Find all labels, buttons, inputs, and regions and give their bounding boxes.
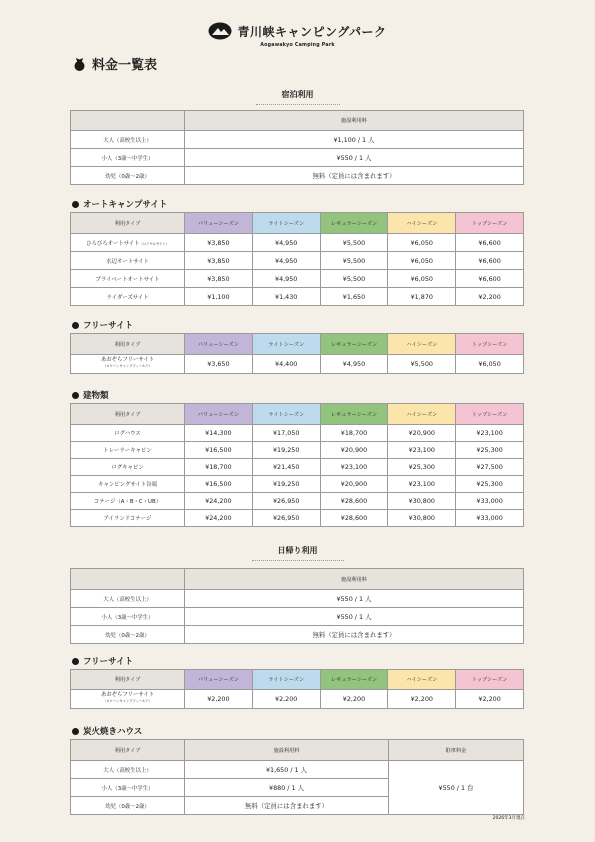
page-title-text: 料金一覧表 (92, 58, 158, 73)
building-name: ログハウス (71, 425, 185, 442)
logo-icon (208, 22, 232, 40)
stay-title: 宿泊利用 (0, 89, 595, 105)
row-value: ¥550 / 1 人 (185, 608, 524, 626)
season-header: ライトシーズン (252, 404, 320, 425)
site-name: あおぞらフリーサイト （ロケハンキャンプフィールド） (71, 355, 185, 374)
season-header: バリューシーズン (185, 404, 253, 425)
price-cell: ¥3,650 (185, 355, 253, 374)
site-name: ひろびろオートサイト（ロイヤルサイト） (71, 234, 185, 252)
park-logo (0, 22, 595, 48)
price-cell: ¥30,800 (388, 510, 456, 527)
price-cell: ¥16,500 (185, 476, 253, 493)
price-cell: ¥5,500 (320, 252, 388, 270)
price-cell: ¥6,600 (456, 252, 524, 270)
price-cell: ¥28,600 (320, 493, 388, 510)
price-cell: ¥19,250 (252, 476, 320, 493)
season-header: レギュラーシーズン (320, 404, 388, 425)
day-free-site-table (70, 669, 524, 709)
price-cell: ¥19,250 (252, 442, 320, 459)
price-cell: ¥3,850 (185, 252, 253, 270)
season-header: レギュラーシーズン (320, 213, 388, 234)
price-cell: ¥33,000 (456, 493, 524, 510)
building-name: アイランドコテージ (71, 510, 185, 527)
row-value: 無料（定員には含まれます） (185, 626, 524, 644)
section-heading: フリーサイト (72, 319, 133, 331)
type-header: 利用タイプ (71, 404, 185, 425)
buildings-table (70, 403, 524, 527)
type-header: 利用タイプ (71, 670, 185, 690)
type-header: 利用タイプ (71, 213, 185, 234)
price-cell: ¥26,950 (252, 493, 320, 510)
price-cell: ¥1,430 (252, 288, 320, 306)
price-cell: ¥1,100 (185, 288, 253, 306)
price-cell: ¥2,200 (185, 690, 253, 709)
season-header: トップシーズン (456, 670, 524, 690)
row-label: 小人（3歳〜中学生） (71, 608, 185, 626)
section-heading: フリーサイト (72, 655, 133, 667)
price-cell: ¥16,500 (185, 442, 253, 459)
bullet-icon (72, 201, 79, 208)
row-label: 小人（3歳〜中学生） (71, 779, 185, 797)
stay-table (70, 110, 524, 185)
season-header: ハイシーズン (388, 404, 456, 425)
price-cell: ¥4,950 (252, 270, 320, 288)
price-cell: ¥23,100 (388, 442, 456, 459)
price-cell: ¥2,200 (388, 690, 456, 709)
row-value: ¥1,100 / 1 人 (185, 131, 524, 149)
price-cell: ¥5,500 (320, 270, 388, 288)
season-header: ハイシーズン (388, 213, 456, 234)
season-header: トップシーズン (456, 404, 524, 425)
table-corner (71, 111, 185, 131)
season-header: トップシーズン (456, 334, 524, 355)
season-header: バリューシーズン (185, 334, 253, 355)
price-cell: ¥33,000 (456, 510, 524, 527)
section-heading: オートキャンプサイト (72, 198, 167, 210)
price-cell: ¥18,700 (320, 425, 388, 442)
row-value: ¥550 / 1 人 (185, 590, 524, 608)
price-cell: ¥23,100 (320, 459, 388, 476)
price-cell: ¥18,700 (185, 459, 253, 476)
auto-camp-table (70, 212, 524, 306)
row-label: 幼児（0歳〜2歳） (71, 797, 185, 815)
season-header: ハイシーズン (388, 670, 456, 690)
bullet-icon (72, 322, 79, 329)
price-cell: ¥5,500 (320, 234, 388, 252)
price-cell: ¥2,200 (456, 690, 524, 709)
price-cell: ¥3,850 (185, 234, 253, 252)
season-header: レギュラーシーズン (320, 670, 388, 690)
site-name: あおぞらフリーサイト （ロケハンキャンプフィールド） (71, 690, 185, 709)
page-title (72, 54, 157, 73)
price-cell: ¥14,300 (185, 425, 253, 442)
fee-header: 施設利用料 (185, 569, 524, 590)
price-cell: ¥28,600 (320, 510, 388, 527)
price-cell: ¥20,900 (388, 425, 456, 442)
day-title: 日帰り利用 (0, 545, 595, 561)
price-cell: ¥6,600 (456, 270, 524, 288)
price-cell: ¥6,050 (388, 270, 456, 288)
bullet-icon (72, 728, 79, 735)
bullet-icon (72, 658, 79, 665)
building-name: トレーラーキャビン (71, 442, 185, 459)
bbq-table (70, 739, 524, 815)
building-name: キャンピングサイト谷端 (71, 476, 185, 493)
row-value: ¥1,650 / 1 人 (185, 761, 389, 779)
price-cell: ¥4,950 (320, 355, 388, 374)
price-cell: ¥26,950 (252, 510, 320, 527)
season-header: トップシーズン (456, 213, 524, 234)
table-corner (71, 569, 185, 590)
season-header: バリューシーズン (185, 213, 253, 234)
parking-header: 駐車料金 (389, 740, 524, 761)
price-cell: ¥4,950 (252, 252, 320, 270)
price-cell: ¥25,300 (456, 476, 524, 493)
row-value: ¥550 / 1 人 (185, 149, 524, 167)
price-cell: ¥25,300 (388, 459, 456, 476)
price-cell: ¥2,200 (252, 690, 320, 709)
parking-value: ¥550 / 1 台 (389, 761, 524, 815)
price-cell: ¥20,900 (320, 442, 388, 459)
price-cell: ¥20,900 (320, 476, 388, 493)
price-cell: ¥21,450 (252, 459, 320, 476)
price-cell: ¥4,950 (252, 234, 320, 252)
free-site-table (70, 333, 524, 374)
season-header: レギュラーシーズン (320, 334, 388, 355)
price-cell: ¥1,870 (388, 288, 456, 306)
building-name: ログキャビン (71, 459, 185, 476)
fee-header: 施設利用料 (185, 111, 524, 131)
day-table (70, 568, 524, 644)
site-name: 水辺オートサイト (71, 252, 185, 270)
price-cell: ¥5,500 (388, 355, 456, 374)
row-label: 幼児（0歳〜2歳） (71, 626, 185, 644)
price-cell: ¥6,050 (456, 355, 524, 374)
logo-subtitle: Aogawakyo Camping Park (260, 43, 335, 48)
type-header: 利用タイプ (71, 740, 185, 761)
price-cell: ¥2,200 (320, 690, 388, 709)
season-header: ライトシーズン (252, 334, 320, 355)
season-header: バリューシーズン (185, 670, 253, 690)
season-header: ライトシーズン (252, 670, 320, 690)
row-label: 大人（高校生以上） (71, 131, 185, 149)
price-cell: ¥27,500 (456, 459, 524, 476)
price-cell: ¥1,650 (320, 288, 388, 306)
section-heading: 炭火焼きハウス (72, 725, 142, 737)
price-cell: ¥24,200 (185, 493, 253, 510)
season-header: ライトシーズン (252, 213, 320, 234)
price-cell: ¥6,600 (456, 234, 524, 252)
row-value: 無料（定員には含まれます） (185, 797, 389, 815)
row-label: 小人（3歳〜中学生） (71, 149, 185, 167)
bullet-icon (72, 392, 79, 399)
price-cell: ¥23,100 (456, 425, 524, 442)
season-header: ハイシーズン (388, 334, 456, 355)
price-cell: ¥3,850 (185, 270, 253, 288)
price-cell: ¥17,050 (252, 425, 320, 442)
price-cell: ¥30,800 (388, 493, 456, 510)
price-cell: ¥6,050 (388, 252, 456, 270)
logo-title: 青川峡キャンピングパーク (237, 24, 387, 39)
price-cell: ¥24,200 (185, 510, 253, 527)
section-heading: 建物類 (72, 389, 109, 401)
type-header: 利用タイプ (71, 334, 185, 355)
fee-header: 施設利用料 (185, 740, 389, 761)
row-label: 幼児（0歳〜2歳） (71, 167, 185, 185)
row-value: 無料（定員には含まれます） (185, 167, 524, 185)
money-bag-icon (72, 57, 87, 71)
building-name: コテージ（A・B・C・UB） (71, 493, 185, 510)
price-cell: ¥2,200 (456, 288, 524, 306)
price-cell: ¥6,050 (388, 234, 456, 252)
row-value: ¥880 / 1 人 (185, 779, 389, 797)
site-name: ライダーズサイト (71, 288, 185, 306)
price-cell: ¥25,300 (456, 442, 524, 459)
price-cell: ¥4,400 (252, 355, 320, 374)
site-name: プライベートオートサイト (71, 270, 185, 288)
row-label: 大人（高校生以上） (71, 761, 185, 779)
footnote: 2026年3月現在 (492, 816, 525, 821)
row-label: 大人（高校生以上） (71, 590, 185, 608)
price-cell: ¥23,100 (388, 476, 456, 493)
